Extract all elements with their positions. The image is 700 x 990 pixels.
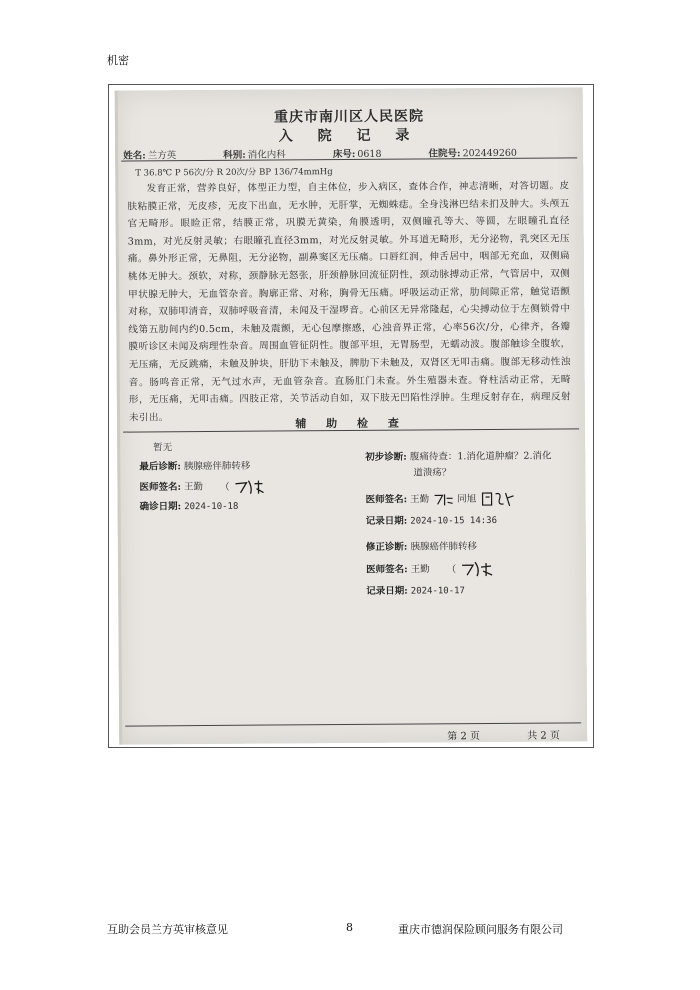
record-title: 入 院 记 录 — [278, 127, 420, 145]
handwritten-signature — [459, 560, 495, 578]
auxiliary-exam-heading: 辅 助 检 查 — [295, 416, 407, 431]
page-number: 第 2 页 — [447, 731, 481, 743]
auxiliary-exam-content: 暂无 — [153, 442, 173, 454]
initial-diagnosis: 初步诊断: 腹痛待查：1.消化道肿瘤？2.消化 — [365, 450, 552, 463]
initial-diagnosis-cont: 道溃疡？ — [413, 467, 452, 479]
confidential-label: 机密 — [107, 54, 129, 67]
revised-doctor-signature: 医师签名: 王勤 （ — [366, 560, 495, 579]
final-diagnosis: 最后诊断: 胰腺癌伴肺转移 — [139, 460, 251, 473]
vital-signs: T 36.8℃ P 56次/分 R 20次/分 BP 136/74mmHg — [135, 167, 333, 179]
handwritten-signature — [233, 478, 267, 496]
footer-left: 互助会员兰方英审核意见 — [107, 923, 228, 936]
department: 科别: 消化内科 — [223, 149, 286, 161]
footer-page-number: 8 — [346, 921, 353, 934]
footer-right: 重庆市德润保险顾问服务有限公司 — [398, 923, 563, 936]
initial-doctor-signature: 医师签名: 王勤 同旭 — [366, 490, 516, 509]
physical-exam-text: 发育正常，营养良好，体型正力型，自主体位，步入病区，查体合作，神志清晰，对答切题。皮肤粘膜正常，无皮疹，无皮下出血，无水肿，无肝掌，无蜘蛛痣。全身浅淋巴结未扪及肿大。头颅五官无畸形。眼睑正常，结膜正常，巩膜无黄染，角膜透明，双侧瞳孔等大、等圆，左眼瞳孔直径3mm，对光反射灵敏；右眼瞳孔直径3mm，对光反射灵敏。外耳道无畸形，无分泌物，乳突区无压痛。鼻外形正常，无鼻阻，无分泌物，副鼻窦区无压痛。口唇红润，伸舌居中，咽部无充血，双侧扁桃体无肿大。颈软，对称，颈静脉无怒张，肝颈静脉回流征阴性，颈动脉搏动正常，气管居中，双侧甲状腺无肿大，无血管杂音。胸廓正常、对称，胸骨无压痛。呼吸运动正常，肋间隙正常，触觉语颤对称，双肺叩清音，双肺呼吸音清，未闻及干湿啰音。心前区无异常隆起，心尖搏动位于左侧锁骨中线第五肋间内约0.5cm，未触及震颤，无心包摩擦感，心浊音界正常，心率56次/分，心律齐，各瓣膜听诊区未闻及病理性杂音。周围血管征阴性。腹部平坦，无胃肠型，无蠕动波。腹部触诊全腹软，无压痛，无反跳痛，未触及肿块，肝肋下未触及，脾肋下未触及，双肾区无叩击痛。腹部无移动性浊音。肠鸣音正常，无气过水声，无血管杂音。直肠肛门未查。外生殖器未查。脊柱活动正常，无畸形，无压痛，无叩击痛。四肢正常，关节活动自如，双下肢无凹陷性浮肿。生理反射存在，病理反射未引出。 — [127, 180, 571, 424]
admission-record-sheet — [115, 87, 588, 744]
handwritten-signature — [479, 490, 515, 508]
bed-number: 床号: 0618 — [332, 148, 382, 161]
hospital-name: 重庆市南川区人民医院 — [273, 108, 424, 126]
initial-record-date: 记录日期: 2024-10-15 14:36 — [365, 515, 498, 527]
admission-number: 住院号: 202449260 — [428, 147, 517, 160]
revised-diagnosis: 修正诊断: 胰腺癌伴肺转移 — [365, 541, 478, 553]
divider — [125, 722, 581, 726]
final-doctor-signature: 医师签名: 王勤 （ — [139, 478, 266, 497]
page-total: 共 2 页 — [527, 730, 561, 742]
patient-name: 姓名: 兰方英 — [123, 150, 177, 162]
record-photo — [108, 84, 594, 748]
confirm-date: 确诊日期: 2024-10-18 — [139, 501, 239, 513]
revised-record-date: 记录日期: 2024-10-17 — [366, 585, 465, 597]
handwritten-signature — [432, 491, 454, 507]
